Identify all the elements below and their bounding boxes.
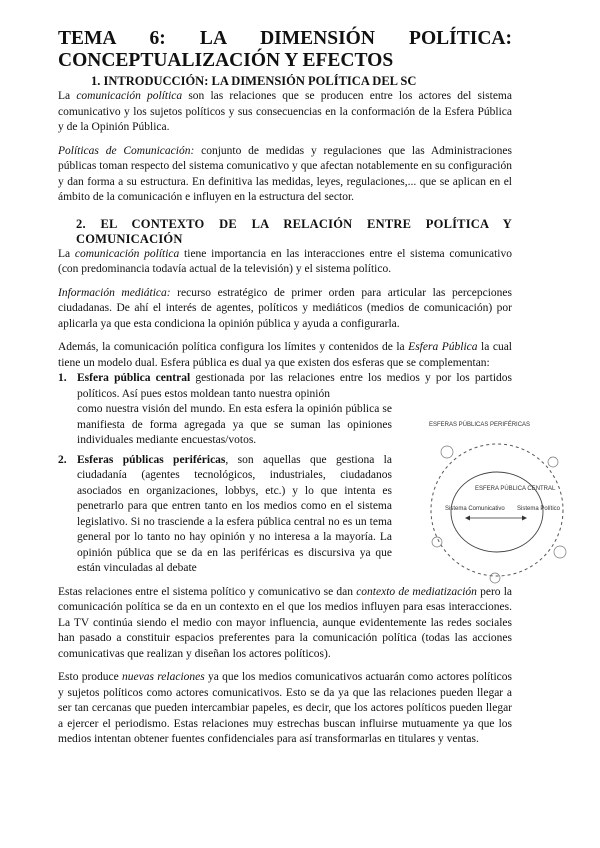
paragraph-politicas-comunicacion: Políticas de Comunicación: conjunto de medidas y regulaciones que las Administraciones públicas toman respecto del sistema comunicativo y que afectan notablemente en su configuración y dan forma a su estructura. En definitiva las medidas, leyes, regulaciones,... que se aplican en el ámbito de la comunicación e influyen en la estructura del sector. (58, 144, 512, 203)
list-item-esfera-central: 1. Esfera pública central gestionada por las relaciones entre los medios y por los partidos políticos. Así pues estos moldean tanto nuestra opinión como nuestra visión del mundo. En esta esfera la opinión pública se manifiesta de forma agregada ya que se suman las opiniones individuales mediante encuestas/votos. (58, 372, 512, 446)
paragraph-contexto: La comunicación política tiene importancia en las interacciones entre el sistema comunicativo (con predominancia todavía actual de la televisión) y el sistema político. (58, 247, 512, 275)
paragraph-esfera-publica: Además, la comunicación política configura los límites y contenidos de la Esfera Pública la cual tiene un modelo dual. Esfera pública es dual ya que existen dos esferas que se complementan: (58, 341, 513, 369)
central-sphere-circle (451, 472, 543, 552)
section-1-heading: 1. INTRODUCCIÓN: LA DIMENSIÓN POLÍTICA DEL SC (91, 74, 417, 88)
paragraph-nuevas-relaciones: Esto produce nuevas relaciones ya que los medios comunicativos actuarán como actores políticos y sujetos políticos como actores comunicativos. Esto se da ya que las relaciones pueden llegar a ser tan cercanas que pueden intercambiar papeles, es decir, que los actores políticos pueden llegar a ejercer el periodismo. Estas relaciones muy estrechas buscan influirse mutuamente ya que los medios intentan obtener fuentes confidenciales para así transformarlas en titulares y ventas. (58, 671, 512, 745)
diagram-outer-label: ESFERAS PÚBLICAS PERIFÉRICAS (429, 422, 531, 428)
document-title (58, 28, 512, 72)
title-line-2: CONCEPTUALIZACIÓN Y EFECTOS (58, 50, 394, 71)
public-sphere-diagram (425, 412, 575, 590)
paragraph-informacion-mediatica: Información mediática: recurso estratégico de primer orden para articular las percepciones ciudadanas. De ahí el interés de agentes, políticos y mediáticos (medios de comunicación) por aplicarla ya que esta condiciona la opinión pública y ayuda a configurarla. (58, 286, 512, 330)
diagram-right-label: Sistema Político (517, 506, 561, 512)
diagram-left-label: Sistema Comunicativo (445, 506, 505, 512)
document-page (58, 28, 512, 748)
paragraph-mediatizacion: Estas relaciones entre el sistema político y comunicativo se dan contexto de mediatización pero la comunicación política se da en un contexto en el que los medios influyen para esas interacciones. La TV continúa siendo el medio con mayor influencia, aunque evidentemente las redes sociales han pasado a constituir espacios preferentes para la comunicación política (todas las acciones comunicativas que realizan y diseñan los actores políticos). (58, 585, 513, 660)
list-item-esferas-perifericas: 2. Esferas públicas periféricas, son aquellas que gestiona la ciudadanía (agentes tecnológicos, industriales, ciudadanos asociados en organizaciones, lobbys, etc.) y lo que intenta es penetrarlo para que entren tanto en los medios como en el sistema legislativo. Si no trasciende a la esfera pública central no es un tema general por lo tanto no hay opinión y no interesa a la mayoría. La opinión pública que se da en las periféricas es discursiva ya que están vinculadas al debate (58, 453, 392, 574)
section-2-heading: 2. EL CONTEXTO DE LA RELACIÓN ENTRE POLÍTICA Y COMUNICACIÓN (76, 216, 512, 246)
title-line-1: TEMA 6: LA DIMENSIÓN POLÍTICA: (58, 28, 512, 49)
diagram-inner-label: ESFERA PÚBLICA CENTRAL (475, 486, 556, 492)
paragraph-comunicacion-politica: La comunicación política son las relaciones que se producen entre los actores del sistema comunicativo y los sujetos políticos y sus consecuencias en la conformación de la Esfera Pública y de la Opinión Pública. (58, 90, 512, 133)
